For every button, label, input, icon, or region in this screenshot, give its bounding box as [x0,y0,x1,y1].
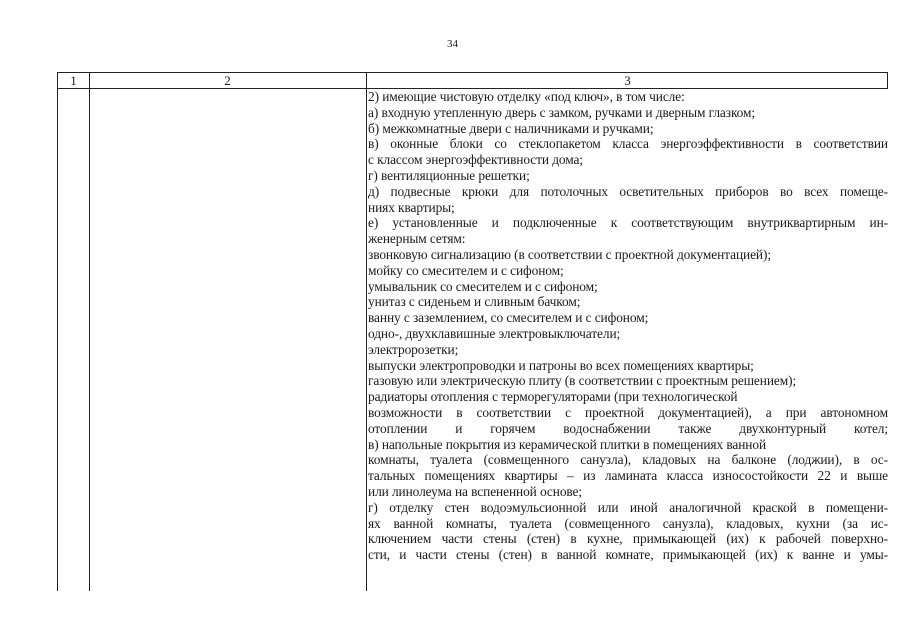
column-divider [89,73,90,591]
text-line: газовую или электрическую плиту (в соответствии с проектным решением); [368,373,797,389]
text-line: в) напольные покрытия из керамической плитки в помещениях ванной [368,436,767,452]
text-line: ключением части стены (стен) в кухне, примыкающей (их) к рабочей поверхно- [368,531,888,547]
text-line: одно-, двухклавишные электровыключатели; [368,325,621,341]
text-line: радиаторы отопления с терморегуляторами (при технологической [368,389,738,405]
text-line: электророзетки; [368,341,459,357]
text-line: ванну с заземлением, со смесителем и с сифоном; [368,310,649,326]
text-line: отоплении и горячем водоснабжении также двухконтурный котел; [368,420,888,436]
text-line: г) вентиляционные решетки; [368,167,530,183]
text-line: тальных помещениях квартиры – из ламината класса износостойкости 22 и выше [368,468,888,484]
column-header-3: 3 [624,73,631,88]
document-table [57,72,888,591]
column-3-text [368,89,888,563]
text-line: сти, и части стены (стен) в ванной комнате, примыкающей (их) к ванне и умы- [368,547,888,563]
text-line: возможности в соответствии с проектной документацией), а при автономном [368,404,888,420]
text-line: в) оконные блоки со стеклопакетом класса энергоэффективности в соответствии [368,136,888,152]
text-line: женерным сетям: [368,231,466,247]
text-line: мойку со смесителем и с сифоном; [368,262,564,278]
text-line: ниях квартиры; [368,199,455,215]
text-line: ях ванной комнаты, туалета (совмещенного санузла), кладовых, кухни (за ис- [368,515,888,531]
text-line: 2) имеющие чистовую отделку «под ключ», в том числе: [368,89,685,104]
text-line: с классом энергоэффективности дома; [368,152,583,168]
text-line: а) входную утепленную дверь с замком, ручками и дверным глазком; [368,104,755,120]
text-line: е) установленные и подключенные к соответствующим внутриквартирным ин- [368,215,888,231]
column-header-2: 2 [224,73,231,88]
text-line: д) подвесные крюки для потолочных осветительных приборов во всех помеще- [368,183,888,199]
column-header-1: 1 [70,73,77,88]
column-divider [366,73,367,591]
text-line: звонковую сигнализацию (в соответствии с проектной документацией); [368,246,771,262]
text-line: б) межкомнатные двери с наличниками и ручками; [368,120,654,136]
text-line: унитаз с сиденьем и сливным бачком; [368,294,581,310]
page-number: 34 [447,38,458,50]
text-line: или линолеума на вспененной основе; [368,483,583,499]
text-line: умывальник со смесителем и с сифоном; [368,278,598,294]
text-line: комнаты, туалета (совмещенного санузла), кладовых на балконе (лоджии), в ос- [368,452,888,468]
text-line: выпуски электропроводки и патроны во всех помещениях квартиры; [368,357,754,373]
text-line: г) отделку стен водоэмульсионной или иной аналогичной краской в помещени- [368,499,888,515]
